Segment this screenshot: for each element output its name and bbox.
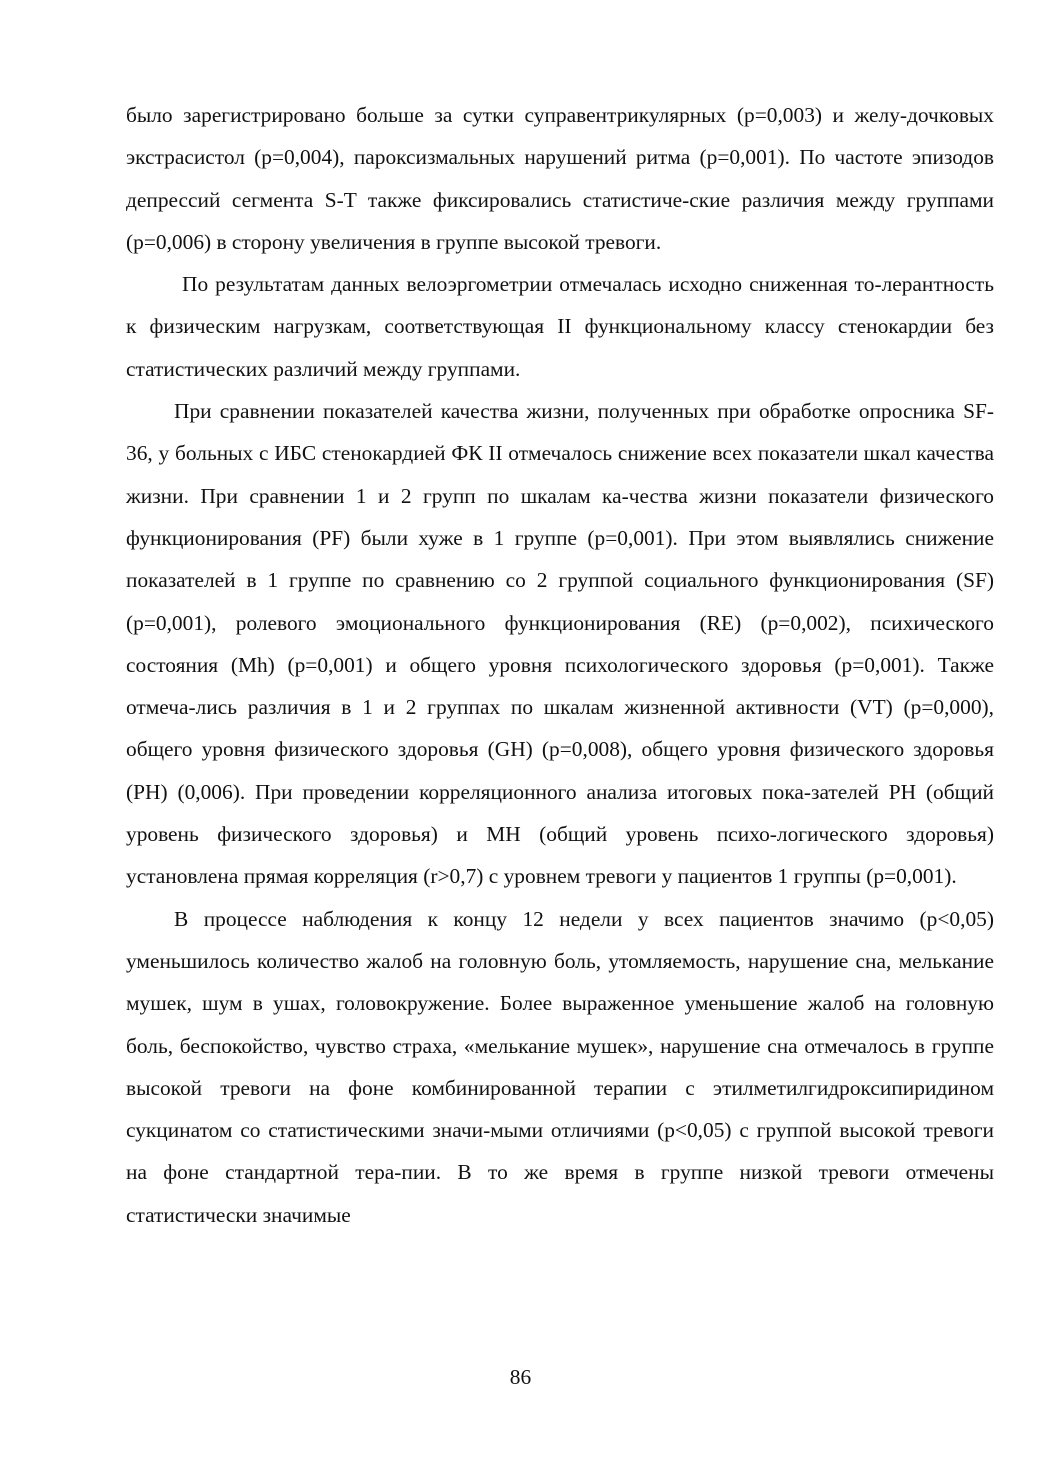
paragraph-arrhythmia: было зарегистрировано больше за сутки суправентрикулярных (р=0,003) и желу-дочковых экстрасистол (р=0,004), пароксизмальных нарушений ритма (р=0,001). По частоте эпизодов депрессий сегмента S-T также фиксировались статистиче-ские различия между группами (р=0,006) в сторону увеличения в группе высокой тревоги. bbox=[126, 103, 994, 254]
page-number: 86 bbox=[509, 1365, 532, 1389]
paragraph-observation: В процессе наблюдения к концу 12 недели у всех пациентов значимо (р<0,05) уменьшилось количество жалоб на головную боль, утомляемость, нарушение сна, мелькание мушек, шум в ушах, головокружение. Более выраженное уменьшение жалоб на головную боль, беспокойство, чувство страха, «мелькание мушек», нарушение сна отмечалось в группе высокой тревоги на фоне комбинированной терапии с этилметилгидроксипиридином сукцинатом со статистическими значи-мыми отличиями (р<0,05) с группой высокой тревоги на фоне стандартной тера-пии. В то же время в группе низкой тревоги отмечены статистически значимые bbox=[126, 906, 994, 1227]
document-body bbox=[126, 94, 994, 1236]
paragraph-veloergometry: По результатам данных велоэргометрии отмечалась исходно сниженная то-лерантность к физическим нагрузкам, соответствующая II функциональному классу стенокардии без статистических различий между группами. bbox=[126, 272, 994, 381]
paragraph-quality-of-life: При сравнении показателей качества жизни, полученных при обработке опросника SF-36, у больных с ИБС стенокардией ФК II отмечалось снижение всех показатели шкал качества жизни. При сравнении 1 и 2 групп по шкалам ка-чества жизни показатели физического функционирования (PF) были хуже в 1 группе (р=0,001). При этом выявлялись снижение показателей в 1 группе по сравнению со 2 группой социального функционирования (SF) (р=0,001), ролевого эмоционального функционирования (RE) (р=0,002), психического состояния (Mh) (р=0,001) и общего уровня психологического здоровья (р=0,001). Также отмеча-лись различия в 1 и 2 группах по шкалам жизненной активности (VT) (р=0,000), общего уровня физического здоровья (GH) (р=0,008), общего уровня физического здоровья (PH) (0,006). При проведении корреляционного анализа итоговых пока-зателей PH (общий уровень физического здоровья) и MH (общий уровень психо-логического здоровья) установлена прямая корреляция (r>0,7) с уровнем тревоги у пациентов 1 группы (р=0,001). bbox=[126, 399, 994, 889]
